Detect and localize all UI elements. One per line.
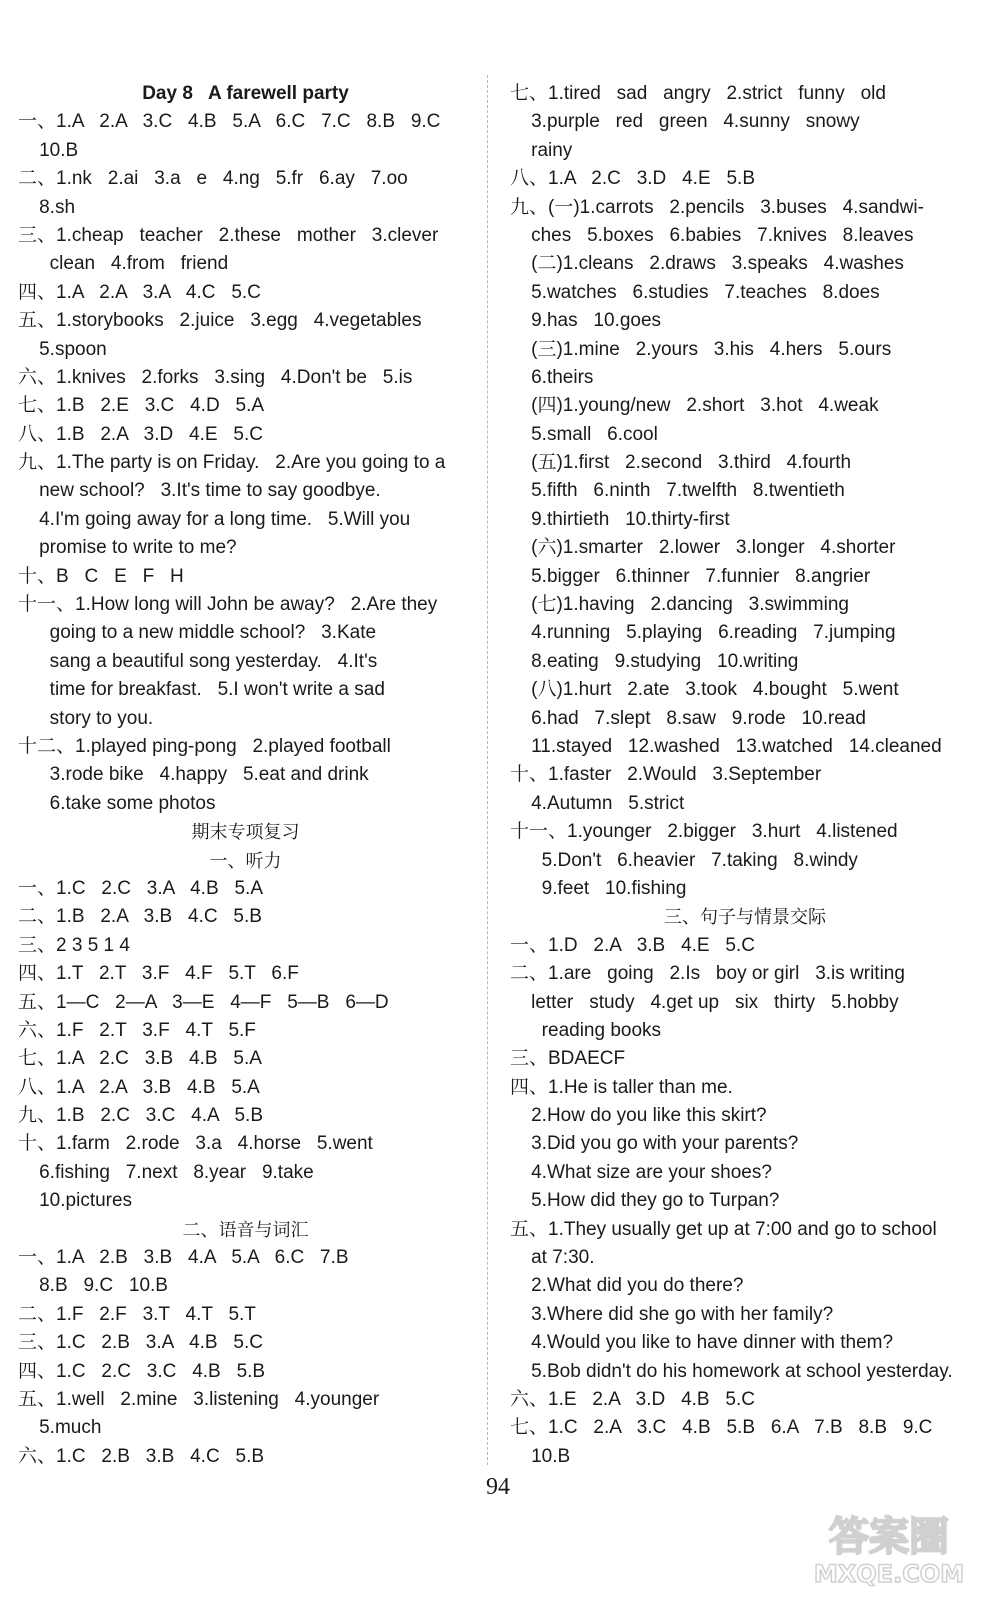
answer-line: 8.sh: [18, 196, 76, 218]
answer-line: 4.I'm going away for a long time. 5.Will you: [18, 508, 411, 530]
answer-line: 11.stayed 12.washed 13.watched 14.cleaned: [510, 735, 942, 757]
watermark-logo-text: 答案圈: [829, 1514, 949, 1560]
left-answer-column: [18, 80, 473, 1471]
answer-line: (四)1.young/new 2.short 3.hot 4.weak: [510, 395, 879, 417]
answer-line: (二)1.cleans 2.draws 3.speaks 4.washes: [510, 253, 904, 275]
answer-line: 六、1.E 2.A 3.D 4.B 5.C: [510, 1388, 755, 1410]
answer-line: 3.purple red green 4.sunny snowy: [510, 111, 860, 133]
answer-line: promise to write to me?: [18, 537, 237, 559]
watermark-logo: [804, 1504, 974, 1588]
answer-line: 十、B C E F H: [18, 565, 184, 587]
answer-line: 三、2 3 5 1 4: [18, 934, 130, 956]
answer-line: 5.much: [18, 1417, 102, 1439]
answer-line: 三、BDAECF: [510, 1048, 626, 1070]
answer-line: 3.rode bike 4.happy 5.eat and drink: [18, 764, 369, 786]
answer-line: 5.watches 6.studies 7.teaches 8.does: [510, 281, 880, 303]
answer-line: reading books: [510, 1019, 662, 1041]
section-heading: Day 8 A farewell party: [142, 83, 349, 104]
answer-line: 六、1.F 2.T 3.F 4.T 5.F: [18, 1019, 256, 1041]
column-divider: [487, 75, 488, 1465]
answer-line: at 7:30.: [510, 1247, 595, 1269]
answer-line: rainy: [510, 139, 573, 161]
answer-line: (八)1.hurt 2.ate 3.took 4.bought 5.went: [510, 679, 899, 701]
answer-line: 七、1.tired sad angry 2.strict funny old: [510, 83, 886, 104]
answer-line: story to you.: [18, 707, 154, 729]
answer-line: 八、1.A 2.C 3.D 4.E 5.B: [510, 168, 755, 190]
answer-line: 一、1.D 2.A 3.B 4.E 5.C: [510, 934, 755, 956]
answer-line: 10.B: [510, 1445, 571, 1467]
answer-line: 五、1.They usually get up at 7:00 and go to school: [510, 1218, 937, 1240]
answer-line: 六、1.C 2.B 3.B 4.C 5.B: [18, 1445, 265, 1467]
answer-line: 二、1.nk 2.ai 3.a e 4.ng 5.fr 6.ay 7.oo: [18, 168, 408, 190]
answer-line: 十、1.faster 2.Would 3.September: [510, 764, 822, 786]
answer-line: (七)1.having 2.dancing 3.swimming: [510, 594, 849, 616]
answer-line: 9.has 10.goes: [510, 310, 662, 332]
answer-line: 3.Where did she go with her family?: [510, 1303, 834, 1325]
answer-line: 5.How did they go to Turpan?: [510, 1190, 780, 1212]
answer-line: 一、1.C 2.C 3.A 4.B 5.A: [18, 877, 263, 899]
page-number: 94: [486, 1474, 510, 1500]
answer-line: 四、1.He is taller than me.: [510, 1076, 733, 1098]
answer-line: 五、1—C 2—A 3—E 4—F 5—B 6—D: [18, 991, 389, 1013]
answer-line: 2.How do you like this skirt?: [510, 1105, 767, 1127]
answer-line: 5.fifth 6.ninth 7.twelfth 8.twentieth: [510, 480, 845, 502]
answer-line: 一、1.A 2.B 3.B 4.A 5.A 6.C 7.B: [18, 1247, 349, 1269]
answer-line: 10.B: [18, 139, 79, 161]
answer-line: 8.B 9.C 10.B: [18, 1275, 168, 1297]
answer-line: 5.bigger 6.thinner 7.funnier 8.angrier: [510, 565, 871, 587]
answer-line: (六)1.smarter 2.lower 3.longer 4.shorter: [510, 537, 896, 559]
answer-line: clean 4.from friend: [18, 253, 229, 275]
answer-line: 4.Autumn 5.strict: [510, 792, 685, 814]
answer-line: (五)1.first 2.second 3.third 4.fourth: [510, 452, 852, 474]
answer-line: 9.thirtieth 10.thirty-first: [510, 508, 730, 530]
section-heading: 三、句子与情景交际: [664, 907, 826, 928]
watermark-url-text: MXQE.COM: [813, 1560, 965, 1588]
answer-line: 十一、1.How long will John be away? 2.Are they: [18, 594, 438, 616]
answer-line: 6.fishing 7.next 8.year 9.take: [18, 1161, 314, 1183]
answer-line: 8.eating 9.studying 10.writing: [510, 650, 799, 672]
answer-line: 二、1.B 2.A 3.B 4.C 5.B: [18, 906, 262, 928]
answer-line: new school? 3.It's time to say goodbye.: [18, 480, 381, 502]
answer-line: 十一、1.younger 2.bigger 3.hurt 4.listened: [510, 821, 898, 843]
answer-line: 4.What size are your shoes?: [510, 1161, 772, 1183]
answer-line: 七、1.B 2.E 3.C 4.D 5.A: [18, 395, 265, 417]
answer-line: 六、1.knives 2.forks 3.sing 4.Don't be 5.is: [18, 366, 413, 388]
answer-line: sang a beautiful song yesterday. 4.It's: [18, 650, 378, 672]
answer-line: 七、1.A 2.C 3.B 4.B 5.A: [18, 1048, 262, 1070]
answer-line: 十二、1.played ping-pong 2.played football: [18, 735, 391, 757]
answer-line: 5.small 6.cool: [510, 423, 658, 445]
answer-line: 2.What did you do there?: [510, 1275, 744, 1297]
section-heading: 二、语音与词汇: [182, 1219, 309, 1240]
answer-line: letter study 4.get up six thirty 5.hobby: [510, 991, 899, 1013]
answer-line: 七、1.C 2.A 3.C 4.B 5.B 6.A 7.B 8.B 9.C: [510, 1417, 933, 1439]
answer-line: 3.Did you go with your parents?: [510, 1133, 799, 1155]
answer-line: 四、1.A 2.A 3.A 4.C 5.C: [18, 281, 261, 303]
answer-line: 二、1.F 2.F 3.T 4.T 5.T: [18, 1303, 256, 1325]
answer-line: 九、1.The party is on Friday. 2.Are you going to a: [18, 452, 446, 474]
answer-line: 五、1.storybooks 2.juice 3.egg 4.vegetables: [18, 310, 422, 332]
section-heading: 期末专项复习: [191, 822, 300, 843]
answer-line: 5.Bob didn't do his homework at school yesterday.: [510, 1360, 953, 1382]
answer-line: (三)1.mine 2.yours 3.his 4.hers 5.ours: [510, 338, 892, 360]
answer-line: 八、1.B 2.A 3.D 4.E 5.C: [18, 423, 263, 445]
answer-line: 5.spoon: [18, 338, 107, 360]
answer-line: 4.Would you like to have dinner with them?: [510, 1332, 894, 1354]
answer-line: 八、1.A 2.A 3.B 4.B 5.A: [18, 1076, 260, 1098]
answer-line: 6.take some photos: [18, 792, 216, 814]
answer-line: time for breakfast. 5.I won't write a sad: [18, 679, 385, 701]
answer-line: 十、1.farm 2.rode 3.a 4.horse 5.went: [18, 1133, 373, 1155]
answer-line: 6.theirs: [510, 366, 594, 388]
answer-line: 5.Don't 6.heavier 7.taking 8.windy: [510, 849, 858, 871]
answer-line: 9.feet 10.fishing: [510, 877, 687, 899]
answer-line: 10.pictures: [18, 1190, 133, 1212]
answer-line: 九、(一)1.carrots 2.pencils 3.buses 4.sandwi-: [510, 196, 924, 218]
section-heading: 一、听力: [209, 850, 282, 871]
answer-line: ches 5.boxes 6.babies 7.knives 8.leaves: [510, 224, 914, 246]
answer-line: 一、1.A 2.A 3.C 4.B 5.A 6.C 7.C 8.B 9.C: [18, 111, 441, 133]
answer-line: going to a new middle school? 3.Kate: [18, 622, 377, 644]
right-answer-column: [510, 80, 980, 1471]
answer-line: 二、1.are going 2.Is boy or girl 3.is writing: [510, 963, 905, 985]
answer-line: 三、1.cheap teacher 2.these mother 3.clever: [18, 224, 439, 246]
answer-line: 6.had 7.slept 8.saw 9.rode 10.read: [510, 707, 866, 729]
answer-line: 五、1.well 2.mine 3.listening 4.younger: [18, 1388, 380, 1410]
answer-line: 九、1.B 2.C 3.C 4.A 5.B: [18, 1105, 263, 1127]
answer-line: 四、1.C 2.C 3.C 4.B 5.B: [18, 1360, 266, 1382]
answer-line: 4.running 5.playing 6.reading 7.jumping: [510, 622, 896, 644]
answer-line: 四、1.T 2.T 3.F 4.F 5.T 6.F: [18, 963, 299, 985]
answer-line: 三、1.C 2.B 3.A 4.B 5.C: [18, 1332, 263, 1354]
